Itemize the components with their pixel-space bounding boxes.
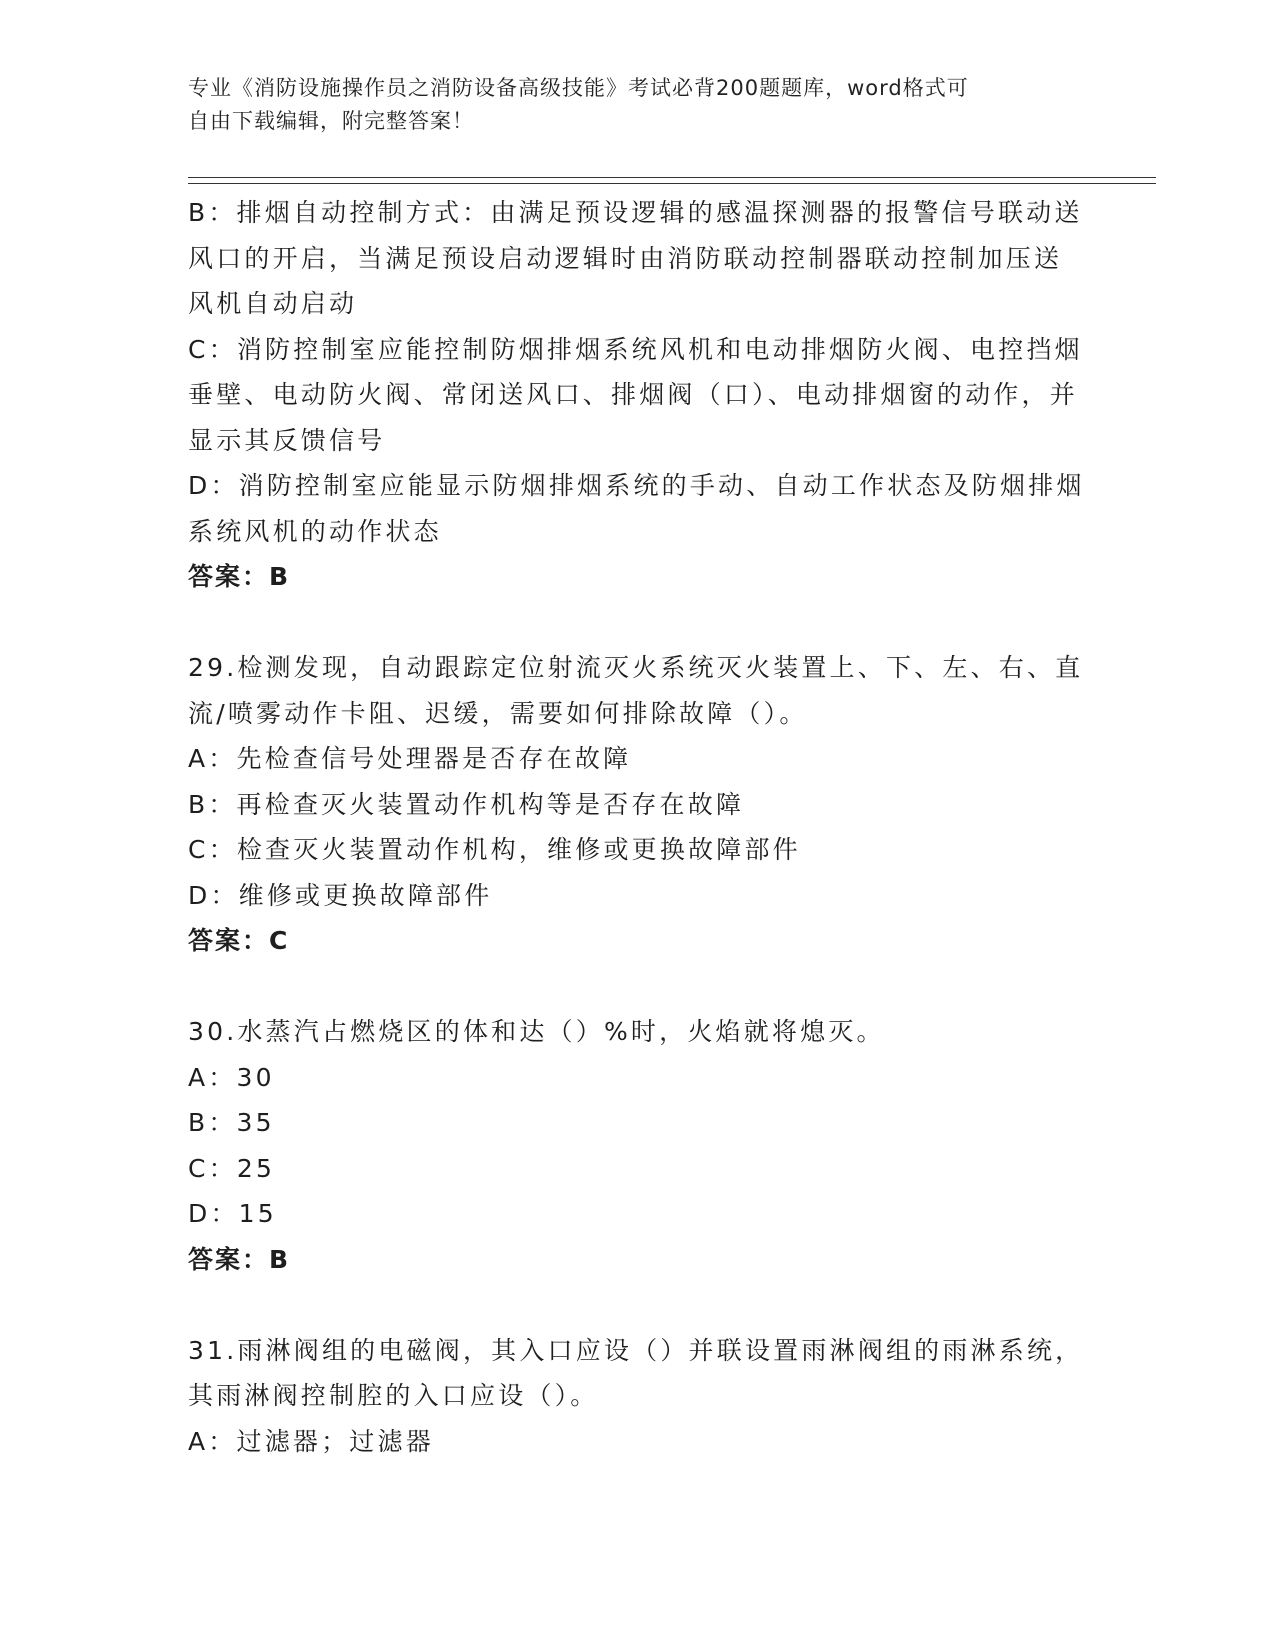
header-rule-bottom	[188, 183, 1156, 184]
header-line-1: 专业《消防设施操作员之消防设备高级技能》考试必背200题题库，word格式可	[188, 76, 969, 100]
q30-option-b: B：35	[188, 1108, 275, 1137]
q30-option-a: A：30	[188, 1062, 275, 1092]
q30-answer: 答案：B	[188, 1244, 291, 1274]
q28-option-b: B：排烟自动控制方式：由满足预设逻辑的感温探测器的报警信号联动送风口的开启，当满足预设启动逻辑时由消防联动控制器联动控制加压送风机自动启动	[188, 198, 1083, 318]
question-content	[188, 190, 1088, 1464]
spacer	[188, 964, 1088, 1010]
q29-option-b: B：再检查灭火装置动作机构等是否存在故障	[188, 789, 745, 819]
q29-option-c: C：检查灭火装置动作机构，维修或更换故障部件	[188, 835, 801, 864]
q30-stem: 30.水蒸汽占燃烧区的体和达（）%时，火焰就将熄灭。	[188, 1017, 885, 1046]
q28-answer: 答案：B	[188, 562, 291, 591]
header-line-2: 自由下载编辑，附完整答案！	[188, 109, 474, 133]
spacer	[188, 600, 1088, 646]
q30-option-d: D：15	[188, 1199, 277, 1228]
q29-stem: 29.检测发现，自动跟踪定位射流灭火系统灭火装置上、下、左、右、直流/喷雾动作卡阻、迟缓，需要如何排除故障（）。	[188, 653, 1084, 728]
spacer	[188, 1282, 1088, 1328]
q30-option-c: C：25	[188, 1153, 276, 1183]
q29-option-a: A：先检查信号处理器是否存在故障	[188, 744, 632, 773]
q31-option-a: A：过滤器；过滤器	[188, 1426, 434, 1456]
q29-answer: 答案：C	[188, 926, 290, 955]
q29-option-d: D：维修或更换故障部件	[188, 880, 493, 910]
q28-option-d: D：消防控制室应能显示防烟排烟系统的手动、自动工作状态及防烟排烟系统风机的动作状态	[188, 471, 1085, 546]
q31-stem: 31.雨淋阀组的电磁阀，其入口应设（）并联设置雨淋阀组的雨淋系统，其雨淋阀控制腔的入口应设（）。	[188, 1335, 1084, 1410]
q28-option-c: C：消防控制室应能控制防烟排烟系统风机和电动排烟防火阀、电控挡烟垂壁、电动防火阀、常闭送风口、排烟阀（口）、电动排烟窗的动作，并显示其反馈信号	[188, 334, 1083, 455]
header-rule-top	[188, 177, 1156, 178]
document-header	[188, 72, 1088, 138]
